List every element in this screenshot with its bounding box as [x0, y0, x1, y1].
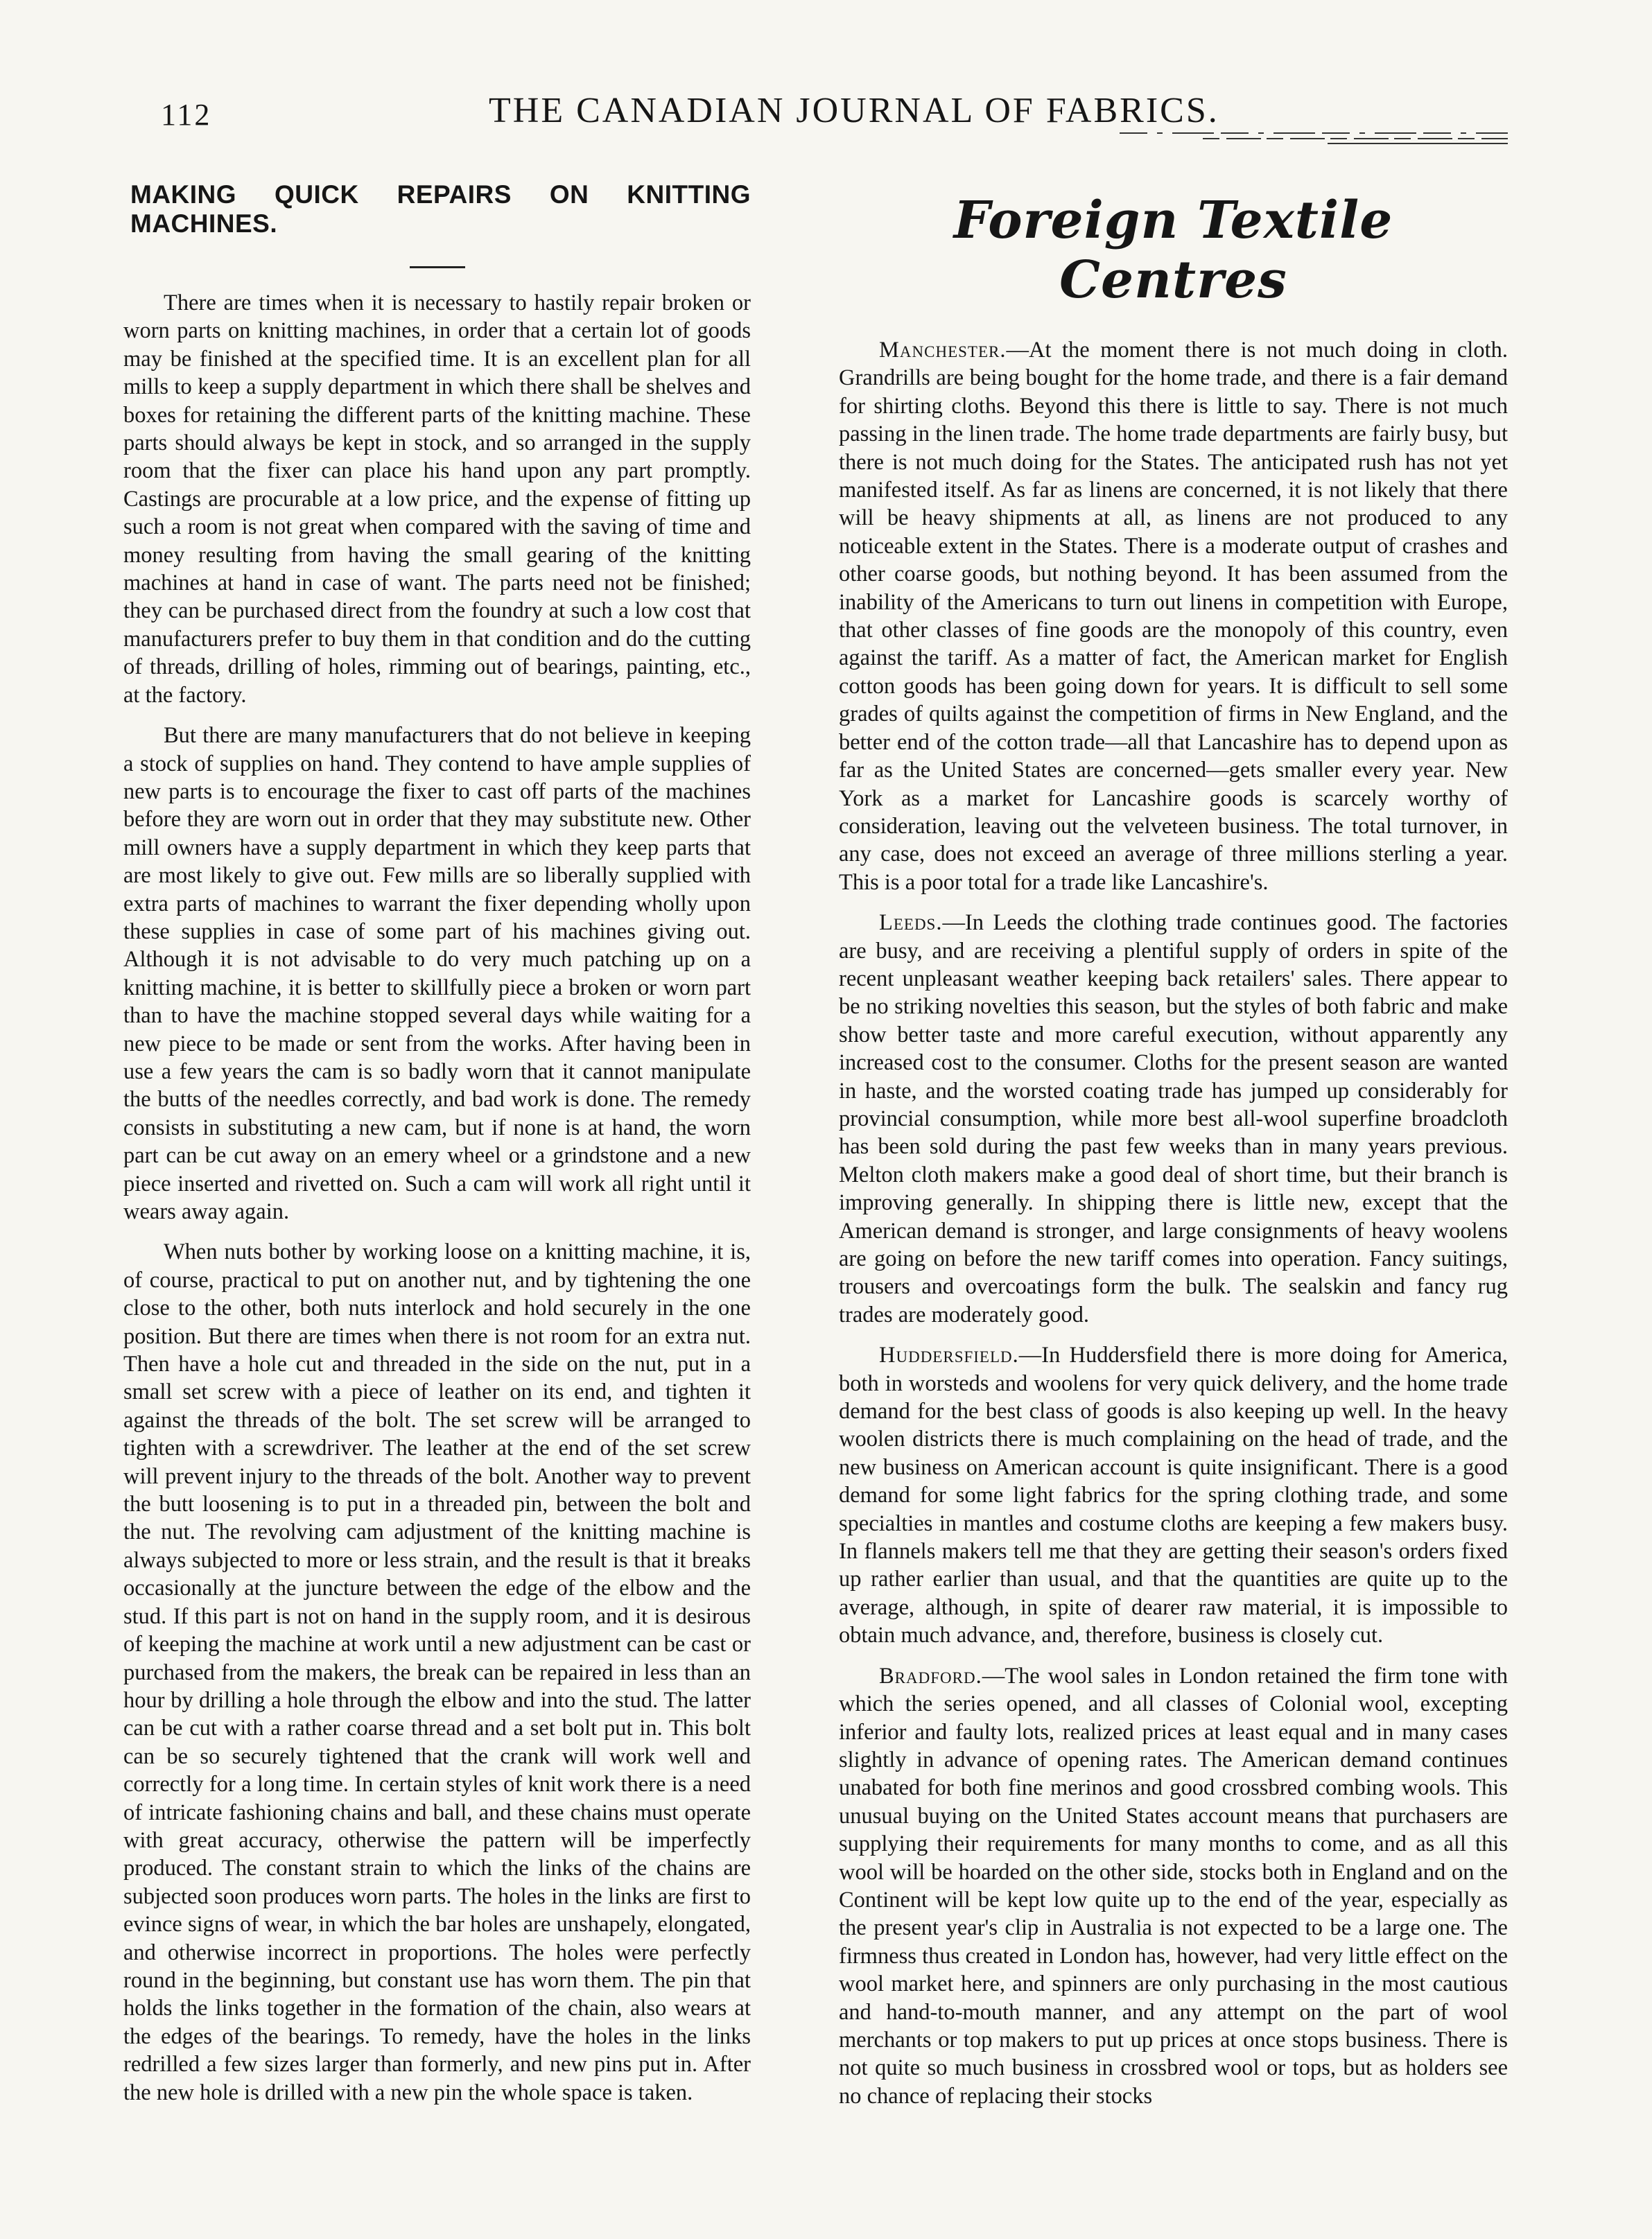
report-place: Bradford.: [879, 1663, 982, 1689]
report-text: —In Huddersfield there is more doing for America, both in worsteds and woolens for very quick delivery, and the home trade demand for the best class of goods is also keeping up well. In the heavy woolen districts there is much complaining on the head of trade, and the new business on American account is quite insignificant. There is a good demand for some light fabrics for the spring clothing trade, and some specialties in mantles and costume cloths are keeping a few makers busy. In flannels makers tell me that they are getting their season's orders fixed up rather earlier than usual, and that the quantities are quite up to the average, although, in spite of dearer raw material, it is impossible to obtain much advance, and, therefore, business is closely cut.: [839, 1343, 1508, 1648]
page-number: 112: [161, 98, 212, 132]
article-paragraph: When nuts bother by working loose on a knitting machine, it is, of course, practical to put on another nut, and by tightening the one close to the other, both nuts interlock and hold securely in the one position. But there are times when there is not room for an extra nut. Then have a hole cut and threaded in the side on the nut, put in a small set screw with a piece of leather on its end, and tighten it against the threads of the bolt. The set screw will be arranged to tighten with a screwdriver. The leather at the end of the set screw will prevent injury to the threads of the bolt. Another way to prevent the butt loosening is to put in a threaded pin, between the bolt and the nut. The revolving cam adjustment of the knitting machine is always subjected to more or less strain, and the result is that it breaks occasionally at the juncture between the edge of the elbow and the stud. If this part is not on hand in the supply room, and it is desirous of keeping the machine at work until a new adjustment can be cast or purchased from the makers, the break can be repaired in less than an hour by drilling a hole through the elbow and into the stud. The latter can be cut with a rather coarse thread and a set bolt put in. This bolt can be so securely tightened that the crank will work well and correctly for a long time. In certain styles of knit work there is a need of intricate fashioning chains and ball, and these chains must operate with great accuracy, otherwise the pattern will be imperfectly produced. The constant strain to which the links of the chains are subjected soon produces worn parts. The holes in the links are first to evince signs of wear, in which the bar holes are unshapely, elongated, and otherwise incorrect in proportions. The holes were perfectly round in the beginning, but constant use has worn them. The pin that holds the links together in the formation of the chain, also wears at the edges of the bearings. To remedy, have the holes in the links redrilled a few sizes larger than formerly, and new pins put in. After the new hole is drilled with a new pin the whole space is taken.: [123, 1239, 751, 2105]
report-text: —In Leeds the clothing trade continues good. The factories are busy, and are receiving a plentiful supply of orders in spite of the recent unpleasant weather keeping back retailers' sales. There appear to be no striking novelties this season, but the styles of both fabric and make show better taste and more careful execution, without apparently any increased cost to the consumer. Cloths for the present season are wanted in haste, and the worsted coating trade has jumped up considerably for provincial consumption, while more best all-wool superfine broadcloth has been sold during the past few weeks than in many years previous. Melton cloth makers make a good deal of short time, but their branch is improving generally. In shipping there is little new, except that the American demand is stronger, and large consignments of heavy woolens are going on before the new tariff comes into operation. Fancy suitings, trousers and overcoatings form the bulk. The sealskin and fancy rug trades are moderately good.: [839, 910, 1508, 1327]
page-header: [0, 90, 1652, 139]
header-decorative-rules: [1120, 130, 1508, 146]
report-place: Leeds.: [879, 910, 943, 936]
report-paragraph: [839, 1662, 1508, 2111]
report-place: Huddersfield.: [879, 1343, 1019, 1368]
article-paragraph: There are times when it is necessary to hastily repair broken or worn parts on knitting machines, in order that a certain lot of goods may be finished at the specified time. It is an excellent plan for all mills to keep a supply department in which there shall be shelves and boxes for retaining the different parts of the knitting machine. These parts should always be kept in stock, and so arranged in the supply room that the fixer can place his hand upon any part promptly. Castings are procurable at a low price, and the expense of fitting up such a room is not great when compared with the saving of time and money resulting from having the small gearing of the knitting machines at hand in case of want. The parts need not be finished; they can be purchased direct from the foundry at such a low cost that manufacturers prefer to buy them in that condition and do the cutting of threads, drilling of holes, rimming out of bearings, painting, etc., at the factory.: [123, 290, 751, 708]
title-divider: [410, 266, 465, 268]
right-column: [839, 159, 1508, 2123]
report-text: —At the moment there is not much doing in cloth. Grandrills are being bought for the home trade, and there is a fair demand for shirting cloths. Beyond this there is little to say. There is not much passing in the linen trade. The home trade departments are fairly busy, but there is not much doing for the States. The anticipated rush has not yet manifested itself. As far as linens are concerned, it is not likely that there will be heavy shipments at all, as linens are not produced to any noticeable extent in the States. There is a moderate output of crashes and other coarse goods, but nothing beyond. It has been assumed from the inability of the Americans to turn out linens in competition with Europe, that other classes of fine goods are the monopoly of this country, even against the tariff. As a matter of fact, the American market for English cotton goods has been going down for years. It is difficult to sell some grades of quilts against the competition of firms in New England, and the better end of the cotton trade—all that Lancashire has to depend upon as far as the United States are concerned—gets smaller every year. New York as a market for Lancashire goods is scarcely worthy of consideration, leaving out the velveteen business. The total turnover, in any case, does not exceed an average of three millions sterling a year. This is a poor total for a trade like Lancashire's.: [839, 338, 1508, 895]
journal-title: THE CANADIAN JOURNAL OF FABRICS.: [489, 91, 1219, 130]
article-title: MAKING QUICK REPAIRS ON KNITTING MACHINES.: [130, 180, 751, 238]
report-paragraph: [839, 336, 1508, 896]
left-column: [123, 159, 751, 2119]
article-paragraph: But there are many manufacturers that do not believe in keeping a stock of supplies on hand. They contend to have ample supplies of new parts is to encourage the fixer to cast off parts of the machines before they are worn out in order that they may substitute new. Other mill owners have a supply department in which they keep parts that are most likely to give out. Few mills are so liberally supplied with extra parts of machines to warrant the fixer depending wholly upon these supplies in case of some part of his machines giving out. Although it is not advisable to do very much patching up on a knitting machine, it is better to skillfully piece a broken or worn part than to have the machine stopped several days while waiting for a new piece to be made or sent from the works. After having been in use a few years the cam is so badly worn that it cannot manipulate the butts of the needles correctly, and bad work is done. The remedy consists in substituting a new cam, but if none is at hand, the worn part can be cut away on an emery wheel or a grindstone and a new piece inserted and rivetted on. Such a cam will work all right until it wears away again.: [123, 723, 751, 1224]
report-text: —The wool sales in London retained the firm tone with which the series opened, and all classes of Colonial wool, excepting inferior and faulty lots, realized prices at least equal and in many cases slightly in advance of opening rates. The American demand continues unabated for both fine merinos and good crossbred combing wools. This unusual buying on the United States account means that purchasers are supplying their requirements for many months to come, and as all this wool will be hoarded on the other side, stocks both in England and on the Continent will be kept low quite up to the end of the year, especially as the present year's clip in Australia is not expected to be a large one. The firmness thus created in London has, however, had very little effect on the wool market here, and spinners are only purchasing in the most cautious and hand-to-mouth manner, and any attempt on the part of wool merchants or top makers to put up prices at once stops business. There is not quite so much business in crossbred wool or tops, but as holders see no chance of replacing their stocks: [839, 1663, 1508, 2109]
report-place: Manchester.: [879, 338, 1007, 363]
report-paragraph: [839, 1341, 1508, 1649]
report-paragraph: [839, 909, 1508, 1329]
section-title: Foreign Textile Centres: [953, 191, 1393, 310]
